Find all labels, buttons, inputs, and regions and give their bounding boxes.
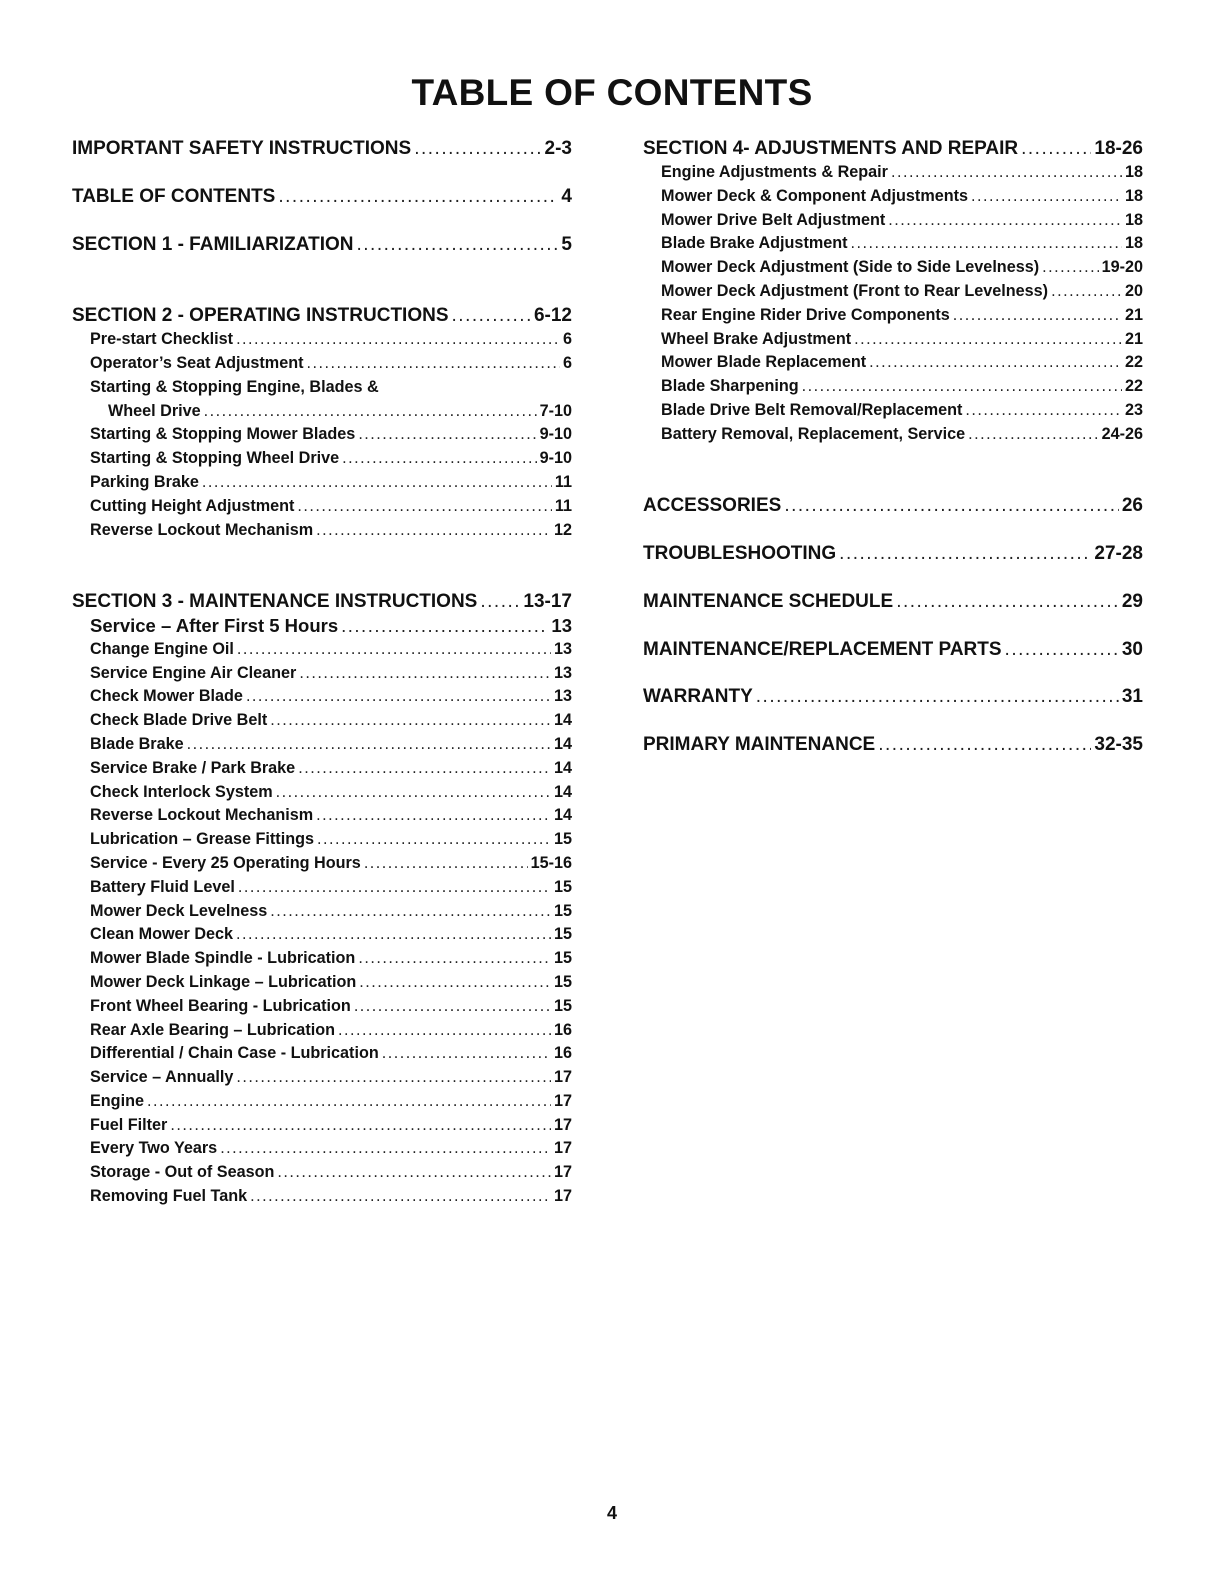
- toc-subentry[interactable]: [72, 1114, 572, 1138]
- dot-leader: [1051, 280, 1122, 304]
- toc-entry-page: 19-20: [1101, 258, 1143, 277]
- dot-leader: [341, 614, 548, 638]
- dot-leader: [277, 1161, 551, 1185]
- dot-leader: [147, 1090, 551, 1114]
- toc-entry-maintenance-parts[interactable]: [643, 638, 1143, 662]
- toc-subentry[interactable]: [72, 1185, 572, 1209]
- dot-leader: [316, 519, 551, 543]
- toc-entry-label: ACCESSORIES: [643, 495, 782, 517]
- toc-subentry[interactable]: [72, 947, 572, 971]
- toc-subentry[interactable]: [643, 280, 1143, 304]
- dot-leader: [1021, 137, 1091, 161]
- toc-entry-page: 13: [553, 663, 572, 682]
- toc-entry-label: Wheel Brake Adjustment: [661, 329, 852, 348]
- toc-entry-page: 15: [553, 901, 572, 920]
- toc-entry-label: Clean Mower Deck: [90, 925, 234, 944]
- dot-leader: [364, 852, 528, 876]
- toc-entry-label: Reverse Lockout Mechanism: [90, 520, 314, 539]
- toc-entry-page: 2-3: [544, 138, 572, 159]
- toc-entry-label: Service – Annually: [90, 1068, 234, 1087]
- toc-entry-page: 22: [1124, 377, 1143, 396]
- toc-entry-page: 29: [1121, 590, 1143, 612]
- toc-entry-label: Service Brake / Park Brake: [90, 758, 296, 777]
- toc-entry-label: Blade Brake: [90, 734, 184, 753]
- dot-leader: [202, 471, 552, 495]
- toc-entry-label: Rear Axle Bearing – Lubrication: [90, 1020, 335, 1039]
- toc-subentry[interactable]: [72, 352, 572, 376]
- toc-entry-page: 14: [553, 782, 572, 801]
- dot-leader: [382, 1042, 551, 1066]
- spacer: [72, 542, 572, 590]
- toc-entry-label: Lubrication – Grease Fittings: [90, 830, 314, 849]
- toc-entry-important-safety[interactable]: [72, 137, 572, 161]
- toc-entry-page: 15-16: [530, 853, 572, 872]
- toc-entry-label: Cutting Height Adjustment: [90, 496, 295, 515]
- toc-entry-page: 17: [553, 1139, 572, 1158]
- dot-leader: [299, 662, 551, 686]
- toc-subentry[interactable]: [72, 804, 572, 828]
- toc-subentry[interactable]: [72, 400, 572, 424]
- dot-leader: [888, 209, 1122, 233]
- toc-entry-label: Check Mower Blade: [90, 687, 243, 706]
- dot-leader: [238, 876, 551, 900]
- toc-entry-page: 12: [553, 520, 572, 539]
- toc-subentry[interactable]: [72, 757, 572, 781]
- toc-subentry[interactable]: [72, 995, 572, 1019]
- toc-entry-label: Engine Adjustments & Repair: [661, 163, 888, 181]
- toc-entry-section-3[interactable]: [72, 590, 572, 614]
- toc-entry-table-of-contents[interactable]: [72, 185, 572, 209]
- toc-entry-page: 6-12: [533, 305, 572, 327]
- toc-entry-page: 15: [553, 925, 572, 944]
- toc-entry-page: 27-28: [1094, 542, 1143, 564]
- toc-subentry[interactable]: [72, 1090, 572, 1114]
- toc-entry-label: Mower Blade Replacement: [661, 353, 867, 372]
- toc-entry-label: Change Engine Oil: [90, 639, 234, 658]
- toc-subentry[interactable]: [72, 519, 572, 543]
- toc-subentry[interactable]: [72, 1137, 572, 1161]
- toc-entry-page: 14: [553, 758, 572, 777]
- toc-entry-page: 22: [1124, 353, 1143, 372]
- toc-entry-primary-maintenance[interactable]: [643, 733, 1143, 757]
- toc-entry-page: 11: [554, 496, 572, 515]
- toc-subentry[interactable]: [72, 328, 572, 352]
- dot-leader: [356, 233, 558, 257]
- toc-entry-page: 26: [1121, 495, 1143, 517]
- dot-leader: [246, 685, 551, 709]
- toc-subentry[interactable]: [72, 781, 572, 805]
- toc-subentry[interactable]: [72, 662, 572, 686]
- dot-leader: [839, 542, 1091, 566]
- dot-leader: [270, 900, 551, 924]
- toc-entry-section-4[interactable]: [643, 137, 1143, 161]
- toc-right-column: [643, 137, 1143, 757]
- dot-leader: [891, 161, 1122, 185]
- spacer: [643, 447, 1143, 495]
- toc-entry-page: 18: [1124, 234, 1143, 253]
- toc-entry-page: 32-35: [1094, 734, 1143, 756]
- toc-entry-page: 14: [553, 711, 572, 730]
- toc-subentry[interactable]: [643, 375, 1143, 399]
- spacer: [72, 257, 572, 305]
- toc-entry-label: Battery Removal, Replacement, Service: [661, 424, 966, 443]
- toc-entry-maintenance-schedule[interactable]: [643, 590, 1143, 614]
- dot-leader: [236, 328, 560, 352]
- toc-entry-warranty[interactable]: [643, 685, 1143, 709]
- toc-entry-label: Storage - Out of Season: [90, 1163, 275, 1182]
- dot-leader: [354, 995, 551, 1019]
- toc-subentry[interactable]: [72, 971, 572, 995]
- toc-subentry[interactable]: [72, 495, 572, 519]
- dot-leader: [869, 351, 1122, 375]
- toc-entry-label: Engine: [90, 1091, 144, 1110]
- dot-leader: [756, 685, 1119, 709]
- toc-entry-page: 5: [561, 233, 572, 255]
- toc-entry-label: Starting & Stopping Wheel Drive: [90, 449, 340, 468]
- toc-entry-label: Service Engine Air Cleaner: [90, 663, 297, 682]
- toc-entry-page: 15: [553, 972, 572, 991]
- toc-entry-label: IMPORTANT SAFETY INSTRUCTIONS: [72, 138, 412, 159]
- toc-subentry[interactable]: [643, 161, 1143, 185]
- dot-leader: [971, 185, 1122, 209]
- toc-entry-label: Front Wheel Bearing - Lubrication: [90, 996, 351, 1015]
- toc-subentry[interactable]: [72, 447, 572, 471]
- toc-entry-page: 17: [553, 1163, 572, 1182]
- toc-entry-page: 18: [1124, 210, 1143, 229]
- toc-entry-page: 13: [553, 639, 572, 658]
- toc-entry-label: Blade Brake Adjustment: [661, 234, 848, 253]
- dot-leader: [452, 304, 531, 328]
- toc-entry-page: 14: [553, 806, 572, 825]
- dot-leader: [358, 947, 551, 971]
- dot-leader: [236, 1066, 551, 1090]
- toc-entry-label: Differential / Chain Case - Lubrication: [90, 1044, 379, 1063]
- dot-leader: [278, 185, 558, 209]
- dot-leader: [359, 971, 551, 995]
- toc-entry-accessories[interactable]: [643, 494, 1143, 518]
- toc-entry-label: TABLE OF CONTENTS: [72, 185, 276, 207]
- spacer: [72, 161, 572, 185]
- toc-subentry[interactable]: [643, 423, 1143, 447]
- toc-subentry[interactable]: [643, 328, 1143, 352]
- toc-entry-label: Mower Deck Adjustment (Side to Side Levelness): [661, 258, 1040, 277]
- toc-subentry[interactable]: [72, 876, 572, 900]
- toc-entry-label: Service - Every 25 Operating Hours: [90, 853, 361, 872]
- toc-subentry[interactable]: [643, 232, 1143, 256]
- page-title: TABLE OF CONTENTS: [411, 72, 813, 113]
- toc-entry-label: Reverse Lockout Mechanism: [90, 806, 314, 825]
- toc-entry-label: TROUBLESHOOTING: [643, 542, 837, 564]
- toc-subentry[interactable]: [643, 351, 1143, 375]
- toc-entry-label: PRIMARY MAINTENANCE: [643, 734, 876, 756]
- dot-leader: [270, 709, 551, 733]
- dot-leader: [480, 590, 520, 614]
- toc-entry-page: 18: [1124, 186, 1143, 205]
- toc-subentry[interactable]: [72, 709, 572, 733]
- toc-entry-label: SECTION 3 - MAINTENANCE INSTRUCTIONS: [72, 590, 478, 612]
- toc-entry-page: 13: [551, 614, 572, 636]
- toc-entry-page: 23: [1124, 400, 1143, 419]
- toc-entry-page: 17: [553, 1187, 572, 1206]
- toc-entry-page: 24-26: [1101, 424, 1143, 443]
- toc-subentry[interactable]: [72, 423, 572, 447]
- dot-leader: [338, 1019, 551, 1043]
- spacer: [643, 709, 1143, 733]
- toc-subentry[interactable]: [643, 399, 1143, 423]
- toc-entry-section-2[interactable]: [72, 304, 572, 328]
- toc-entry-page: 18-26: [1094, 138, 1143, 159]
- toc-entry-label: Every Two Years: [90, 1139, 218, 1158]
- spacer: [643, 566, 1143, 590]
- toc-subentry[interactable]: [72, 828, 572, 852]
- toc-entry-page: 15: [553, 949, 572, 968]
- dot-leader: [968, 423, 1098, 447]
- toc-subentry[interactable]: [72, 1161, 572, 1185]
- toc-entry-label: SECTION 4- ADJUSTMENTS AND REPAIR: [643, 138, 1019, 159]
- toc-subentry[interactable]: [643, 185, 1143, 209]
- toc-entry-page: 15: [553, 877, 572, 896]
- toc-entry-label: MAINTENANCE SCHEDULE: [643, 590, 894, 612]
- toc-subentry[interactable]: [72, 1066, 572, 1090]
- toc-subentry[interactable]: [72, 685, 572, 709]
- dot-leader: [802, 375, 1122, 399]
- dot-leader: [342, 447, 536, 471]
- toc-entry-label: Fuel Filter: [90, 1115, 168, 1134]
- toc-subentry[interactable]: [72, 852, 572, 876]
- toc-entry-label: Mower Deck Adjustment (Front to Rear Levelness): [661, 281, 1049, 300]
- toc-entry-page: 13-17: [523, 590, 572, 612]
- toc-subentry[interactable]: [72, 733, 572, 757]
- dot-leader: [784, 494, 1119, 518]
- dot-leader: [237, 638, 551, 662]
- spacer: [72, 209, 572, 233]
- toc-entry-page: 9-10: [539, 449, 572, 468]
- page-number: 4: [606, 1503, 617, 1523]
- dot-leader: [953, 304, 1122, 328]
- dot-leader: [896, 590, 1119, 614]
- dot-leader: [298, 757, 551, 781]
- toc-entry-page: 21: [1124, 329, 1143, 348]
- toc-subentry[interactable]: [72, 471, 572, 495]
- toc-entry-page: 14: [553, 734, 572, 753]
- toc-entry-page: 11: [554, 472, 572, 491]
- dot-leader: [306, 352, 560, 376]
- toc-entry-label: Blade Drive Belt Removal/Replacement: [661, 400, 963, 419]
- spacer: [643, 614, 1143, 638]
- dot-leader: [220, 1137, 551, 1161]
- toc-entry-page: 17: [553, 1115, 572, 1134]
- toc-entry-label: Battery Fluid Level: [90, 877, 235, 896]
- toc-entry-label: Mower Blade Spindle - Lubrication: [90, 949, 356, 968]
- toc-entry-label: Blade Sharpening: [661, 377, 799, 396]
- toc-entry-page: 13: [553, 687, 572, 706]
- toc-entry-page: 9-10: [539, 425, 572, 444]
- dot-leader: [965, 399, 1122, 423]
- toc-entry-page: 31: [1121, 686, 1143, 708]
- toc-entry-page: 30: [1121, 638, 1143, 660]
- toc-entry-label: MAINTENANCE/REPLACEMENT PARTS: [643, 638, 1002, 660]
- dot-leader: [276, 781, 551, 805]
- toc-subentry[interactable]: [72, 1042, 572, 1066]
- dot-leader: [854, 328, 1122, 352]
- toc-subentry[interactable]: [72, 376, 572, 400]
- toc-subentry[interactable]: [643, 256, 1143, 280]
- dot-leader: [1005, 638, 1119, 662]
- dot-leader: [236, 923, 551, 947]
- dot-leader: [187, 733, 551, 757]
- toc-entry-label: Mower Drive Belt Adjustment: [661, 210, 886, 229]
- toc-entry-label: WARRANTY: [643, 686, 753, 708]
- toc-entry-page: 17: [553, 1068, 572, 1087]
- toc-entry-page: 16: [553, 1020, 572, 1039]
- dot-leader: [1042, 256, 1098, 280]
- toc-subentry[interactable]: [72, 923, 572, 947]
- toc-subentry[interactable]: [643, 209, 1143, 233]
- dot-leader: [250, 1185, 551, 1209]
- toc-entry-section-1[interactable]: [72, 233, 572, 257]
- toc-entry-page: 6: [562, 353, 572, 372]
- toc-left-column: [72, 137, 572, 1209]
- toc-entry-page: 15: [553, 996, 572, 1015]
- toc-entry-label: Mower Deck Levelness: [90, 901, 268, 920]
- toc-entry-label: Starting & Stopping Mower Blades: [90, 425, 356, 444]
- spacer: [643, 518, 1143, 542]
- dot-leader: [317, 828, 551, 852]
- toc-subentry[interactable]: [72, 900, 572, 924]
- toc-entry-page: 20: [1124, 281, 1143, 300]
- toc-entry-label: Rear Engine Rider Drive Components: [661, 305, 950, 324]
- toc-entry-label: Wheel Drive: [108, 401, 201, 420]
- toc-entry-label: Starting & Stopping Engine, Blades &: [90, 377, 379, 396]
- dot-leader: [170, 1114, 551, 1138]
- toc-entry-label: Mower Deck & Component Adjustments: [661, 186, 968, 205]
- toc-entry-label: Check Interlock System: [90, 782, 273, 801]
- toc-entry-label: Mower Deck Linkage – Lubrication: [90, 972, 357, 991]
- dot-leader: [414, 137, 541, 161]
- toc-entry-label: Removing Fuel Tank: [90, 1187, 248, 1206]
- dot-leader: [316, 804, 551, 828]
- toc-subentry[interactable]: [72, 614, 572, 638]
- toc-entry-troubleshooting[interactable]: [643, 542, 1143, 566]
- toc-entry-label: SECTION 2 - OPERATING INSTRUCTIONS: [72, 305, 449, 327]
- dot-leader: [204, 400, 537, 424]
- toc-entry-page: 21: [1124, 305, 1143, 324]
- toc-subentry[interactable]: [643, 304, 1143, 328]
- toc-entry-label: Operator’s Seat Adjustment: [90, 353, 304, 372]
- toc-subentry[interactable]: [72, 1019, 572, 1043]
- toc-entry-page: 6: [562, 330, 572, 349]
- spacer: [643, 662, 1143, 686]
- toc-entry-page: 4: [561, 185, 572, 207]
- dot-leader: [878, 733, 1091, 757]
- toc-entry-page: 17: [553, 1091, 572, 1110]
- toc-entry-page: 16: [553, 1044, 572, 1063]
- toc-entry-label: Service – After First 5 Hours: [90, 614, 339, 636]
- toc-entry-label: Check Blade Drive Belt: [90, 711, 268, 730]
- toc-entry-label: Parking Brake: [90, 472, 199, 491]
- toc-entry-page: 15: [553, 830, 572, 849]
- dot-leader: [297, 495, 551, 519]
- toc-entry-page: 18: [1124, 163, 1143, 181]
- toc-entry-label: Pre-start Checklist: [90, 330, 234, 349]
- dot-leader: [358, 423, 536, 447]
- toc-entry-page: 7-10: [539, 401, 572, 420]
- toc-entry-label: SECTION 1 - FAMILIARIZATION: [72, 233, 354, 255]
- dot-leader: [851, 232, 1122, 256]
- toc-subentry[interactable]: [72, 638, 572, 662]
